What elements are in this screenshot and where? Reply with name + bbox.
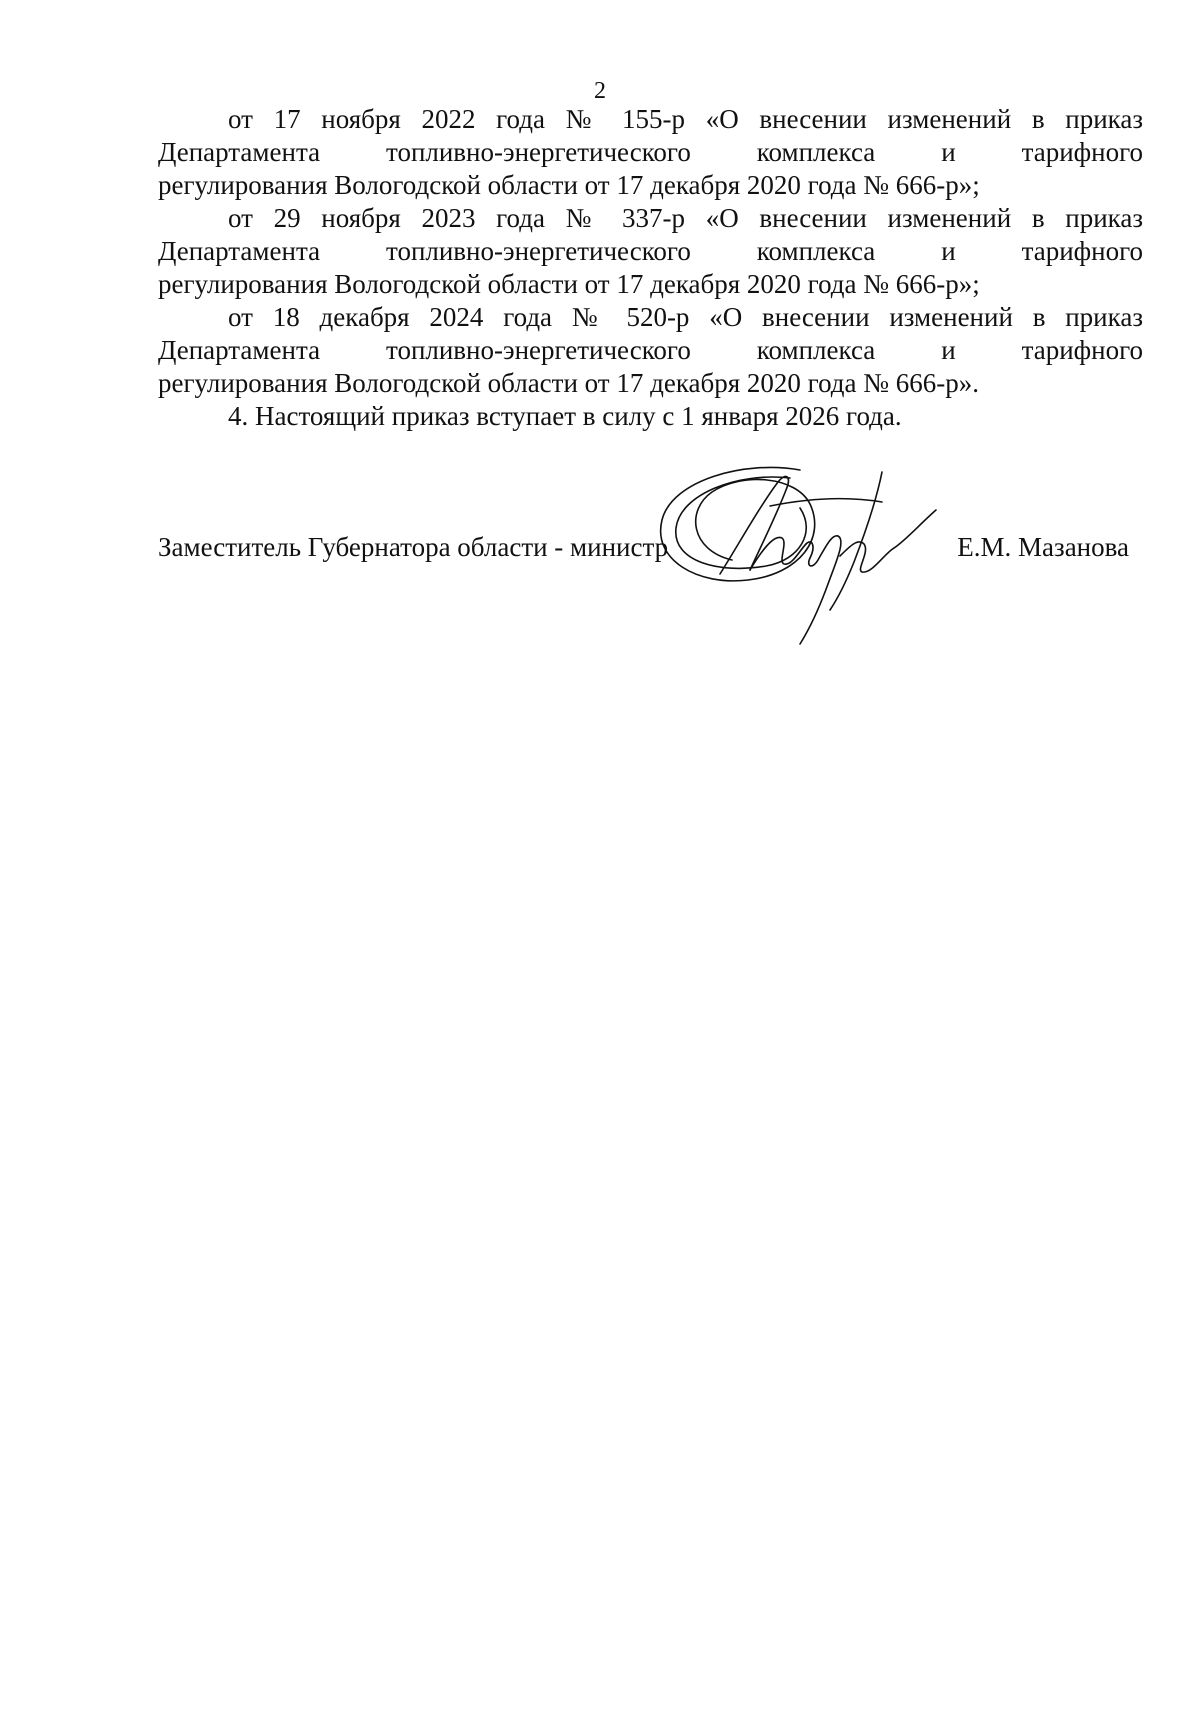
amendment-item-line: регулирования Вологодской области от 17 декабря 2020 года № 666-р».	[158, 368, 980, 398]
amendment-item	[158, 301, 1143, 400]
handwritten-signature-icon	[650, 462, 970, 652]
page-number: 2	[594, 78, 606, 104]
amendment-item-line: Департамента топливно-энергетического комплекса и тарифного	[158, 335, 1143, 365]
closing-clause: 4. Настоящий приказ вступает в силу с 1 января 2026 года.	[228, 401, 902, 431]
amendment-item-line: Департамента топливно-энергетического комплекса и тарифного	[158, 137, 1143, 167]
amendment-item-line: Департамента топливно-энергетического комплекса и тарифного	[158, 236, 1143, 266]
amendment-item-line: от 18 декабря 2024 года № 520-р «О внесении изменений в приказ	[228, 302, 1143, 332]
amendment-item-line: регулирования Вологодской области от 17 декабря 2020 года № 666-р»;	[158, 170, 980, 200]
signer-position: Заместитель Губернатора области - министр	[158, 532, 669, 562]
document-body	[158, 103, 1143, 433]
amendment-item	[158, 103, 1143, 202]
amendment-item-line: от 17 ноября 2022 года № 155-р «О внесении изменений в приказ	[228, 104, 1143, 134]
amendment-item-line: от 29 ноября 2023 года № 337-р «О внесении изменений в приказ	[228, 203, 1143, 233]
amendment-item	[158, 202, 1143, 301]
signer-name: Е.М. Мазанова	[957, 532, 1129, 562]
amendment-item-line: регулирования Вологодской области от 17 декабря 2020 года № 666-р»;	[158, 269, 980, 299]
